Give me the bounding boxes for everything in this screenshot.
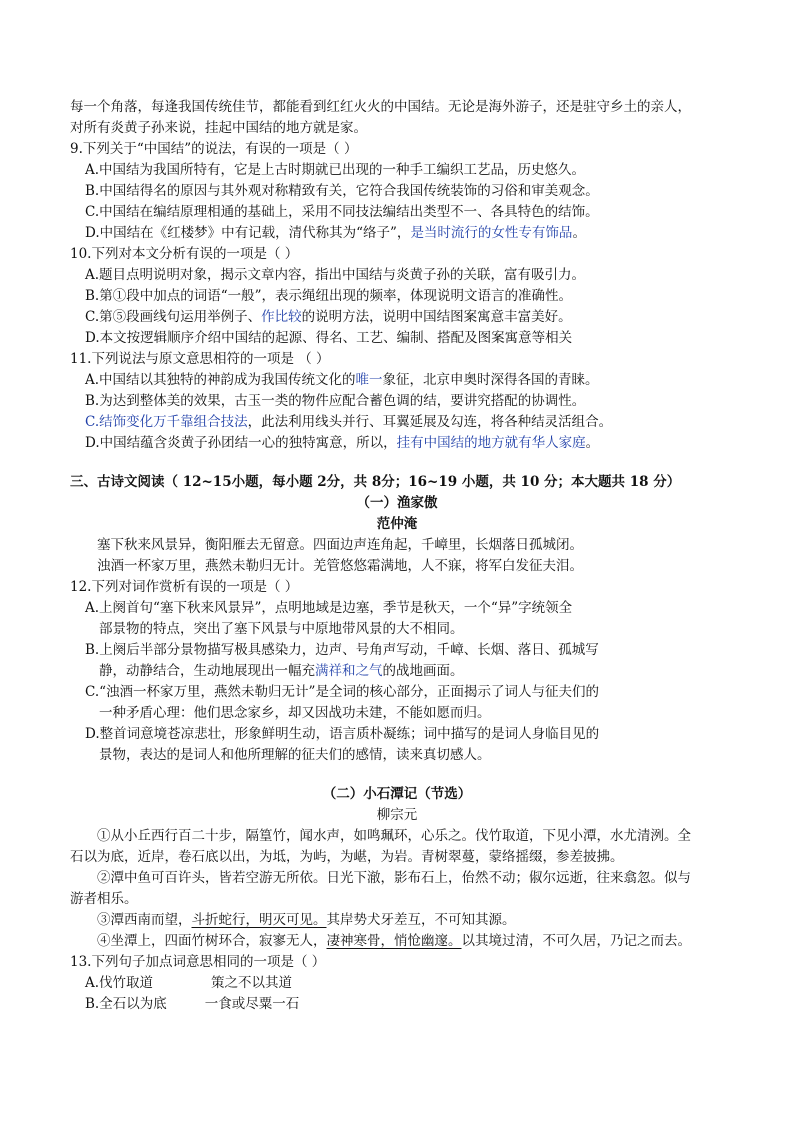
question-9-option-b: B.中国结得名的原因与其外观对称精致有关，它符合我国传统装饰的习俗和审美观念。	[85, 183, 599, 199]
question-12-option-d-line-2: 景物，表达的是词人和他所理解的征夫们的感情，读来真切感人。	[99, 747, 491, 763]
section-3-heading: 三、古诗文阅读（ 12~15小题，每小题 2分，共 8分；16~19 小题，共 10 分；本大题共 18 分）	[70, 474, 681, 490]
underlined-sentence: 凄神寒骨，悄怆幽邃。	[326, 933, 462, 949]
paragraph-text: ③潭西南而望，	[97, 912, 192, 928]
option-text: A.中国结以其独特的神韵成为我国传统文化的	[85, 372, 356, 388]
option-text-end: 的说明方法，说明中国结图案寓意丰富美好。	[301, 309, 572, 325]
poem-author: 范仲淹	[376, 516, 418, 532]
prose-paragraph-2-line-1: ②潭中鱼可百许头，皆若空游无所依。日光下澈，影布石上，佁然不动；俶尔远逝，往来翕忽。似与	[97, 870, 691, 886]
option-text: D.中国结蕴含炎黄子孙团结一心的独特寓意，所以，	[85, 435, 397, 451]
question-9-option-a: A.中国结为我国所特有，它是上古时期就已出现的一种手工编织工艺品，历史悠久。	[85, 162, 586, 178]
question-12-option-b-line-2	[99, 661, 464, 681]
prose-paragraph-3	[97, 910, 516, 930]
prose-paragraph-4	[97, 931, 691, 951]
question-12-option-c-line-2: 一种矛盾心理：他们思念家乡，却又因战功未建，不能如愿而归。	[99, 705, 491, 721]
option-text: 静，动静结合，生动地展现出一幅充	[99, 663, 315, 679]
option-text: D.中国结在《红楼梦》中有记载，清代称其为“络子”，	[85, 225, 411, 241]
question-10-option-b: B.第①段中加点的词语“一般”，表示绳纽出现的频率，体现说明文语言的准确性。	[85, 288, 573, 304]
question-11-stem: 11.下列说法与原文意思相符的一项是 （ ）	[70, 351, 330, 367]
option-text-end: 。	[572, 225, 586, 241]
question-12-option-d-line-1: D.整首词意境苍凉悲壮，形象鲜明生动，语言质朴凝练；词中描写的是词人身临目见的	[85, 726, 600, 742]
question-9-option-c: C.中国结在编结原理相通的基础上，采用不同技法编结出类型不一、各具特色的结饰。	[85, 204, 599, 220]
option-text-end: 象征，北京申奥时深得各国的青睐。	[382, 372, 599, 388]
question-11-option-b: B.为达到整体美的效果，古玉一类的物件应配合蓄色调的结，要讲究搭配的协调性。	[85, 393, 586, 409]
question-12-stem: 12.下列对词作赏析有误的一项是（ ）	[70, 579, 299, 595]
question-11-option-d	[85, 433, 599, 453]
question-12-option-a-line-1: A.上阕首句“塞下秋来风景异”，点明地域是边塞，季节是秋天，一个“异”字统领全	[85, 600, 573, 616]
prose-paragraph-2-line-2: 游者相乐。	[70, 891, 138, 907]
highlighted-phrase: C.结饰变化万千靠组合技法	[85, 414, 248, 430]
prose-title: （二）小石潭记（节选）	[322, 786, 472, 802]
option-text-end: 的战地画面。	[382, 663, 464, 679]
question-13-option-a	[85, 973, 292, 993]
question-13-stem: 13.下列句子加点词意思相同的一项是（ ）	[70, 954, 326, 970]
option-right: 策之不以其道	[211, 975, 293, 991]
question-10-option-a: A.题目点明说明对象，揭示文章内容，指出中国结与炎黄子孙的关联，富有吸引力。	[85, 267, 586, 283]
question-10-stem: 10.下列对本文分析有误的一项是（ ）	[70, 246, 299, 262]
question-9-stem: 9.下列关于“中国结”的说法，有误的一项是（ ）	[70, 141, 358, 157]
poem-line-1: 塞下秋来风景异，衡阳雁去无留意。四面边声连角起，千嶂里，长烟落日孤城闭。	[97, 537, 583, 553]
paragraph-text-end: 以其境过清，不可久居，乃记之而去。	[461, 933, 691, 949]
question-10-option-c	[85, 307, 572, 327]
question-13-option-b	[85, 994, 299, 1014]
paragraph-text-end: 其岸势犬牙差互，不可知其源。	[326, 912, 516, 928]
question-12-option-a-line-2: 部景物的特点，突出了塞下风景与中原地带风景的大不相同。	[99, 621, 464, 637]
question-11-option-c	[85, 412, 612, 432]
intro-line-1: 每一个角落，每逢我国传统佳节，都能看到红红火火的中国结。无论是海外游子，还是驻守乡土的亲人，	[70, 99, 691, 115]
poem-title: （一）渔家傲	[356, 495, 438, 511]
highlighted-phrase: 满祥和之气	[315, 663, 383, 679]
question-10-option-d: D.本文按逻辑顺序介绍中国结的起源、得名、工艺、编制、搭配及图案寓意等相关	[85, 330, 573, 346]
prose-paragraph-1-line-1: ①从小丘西行百二十步，隔篁竹，闻水声，如鸣珮环，心乐之。伐竹取道，下见小潭，水尤清洌。全	[97, 828, 691, 844]
highlighted-phrase: 挂有中国结的地方就有华人家庭	[396, 435, 586, 451]
option-right: 一食或尽粟一石	[204, 996, 300, 1012]
question-12-option-b-line-1: B.上阕后半部分景物描写极具感染力，边声、号角声写动，千嶂、长烟、落日、孤城写	[85, 642, 599, 658]
option-left: A.伐竹取道	[85, 975, 154, 991]
intro-line-2: 对所有炎黄子孙来说，挂起中国结的地方就是家。	[70, 120, 367, 136]
option-text: C.第⑤段画线句运用举例子、	[85, 309, 262, 325]
highlighted-phrase: 作比较	[261, 309, 302, 325]
option-left: B.全石以为底	[85, 996, 167, 1012]
poem-line-2: 浊酒一杯家万里，燕然未勒归无计。羌管悠悠霜满地，人不寐，将军白发征夫泪。	[97, 558, 583, 574]
highlighted-phrase: 是当时流行的女性专有饰品	[410, 225, 573, 241]
prose-paragraph-1-line-2: 石以为底，近岸，卷石底以出，为坻，为屿，为嵁，为岩。青树翠蔓，蒙络摇缀，参差披拂。	[70, 849, 624, 865]
prose-author: 柳宗元	[376, 807, 418, 823]
option-text-end: ，此法利用线头并行、耳翼延展及勾连，将各种结灵活组合。	[247, 414, 613, 430]
paragraph-text: ④坐潭上，四面竹树环合，寂寥无人，	[97, 933, 327, 949]
option-text-end: 。	[585, 435, 600, 451]
underlined-sentence: 斗折蛇行，明灭可见。	[191, 912, 327, 928]
highlighted-phrase: 唯一	[355, 372, 383, 388]
question-11-option-a	[85, 370, 599, 390]
question-9-option-d	[85, 223, 586, 243]
question-12-option-c-line-1: C.“浊酒一杯家万里，燕然未勒归无计”是全词的核心部分，正面揭示了词人与征夫们的	[85, 684, 599, 700]
